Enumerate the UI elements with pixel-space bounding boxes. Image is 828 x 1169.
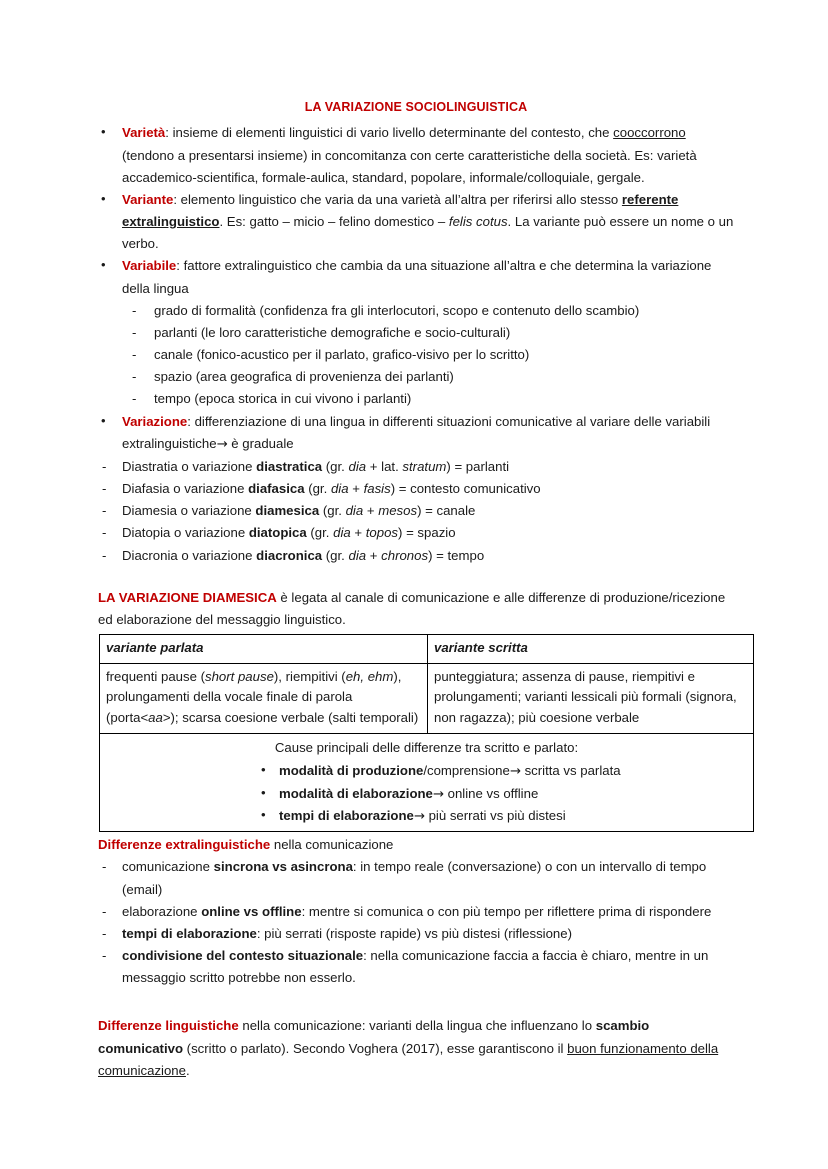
cause-list [106,760,747,827]
cause-after: più serrati vs più distesi [424,807,566,823]
type-pre: Diatopia o variazione [122,525,249,541]
list-item [261,805,747,827]
type-italic-1: dia [348,458,367,474]
cause-bold: tempi di elaborazione [279,807,414,823]
list-item: - tempo (epoca storica in cui vivono i parlanti) [129,388,734,410]
variante-table [99,634,754,832]
table-header-scritta: variante scritta [428,635,754,664]
type-paren-open: (gr. [322,547,349,563]
type-mid: + lat. [366,458,403,474]
diamesica-heading-red: LA VARIAZIONE DIAMESICA [98,589,277,605]
type-pre: Diacronia o variazione [122,547,257,563]
parlata-i3: aa [148,709,163,725]
linguistiche-paragraph [98,1015,734,1082]
type-pre: Diamesia o variazione [122,503,256,519]
parlata-i2: eh, ehm [345,668,394,684]
list-item [98,545,734,567]
table-row-header [100,635,754,664]
list-item [98,456,734,478]
type-mid: + [350,525,366,541]
page-title: LA VARIAZIONE SOCIOLINGUISTICA [304,100,528,114]
type-italic-1: dia [345,503,364,519]
item-post: : mentre si comunica o con più tempo per riflettere prima di rispondere [301,903,712,919]
item-bold: sincrona vs asincrona [213,859,353,875]
item-bold: tempi di elaborazione [122,925,257,941]
item-bold: online vs offline [201,903,302,919]
linguistiche-bold: scambio comunicativo [98,1018,650,1056]
item-post: : più serrati (risposte rapide) vs più distesi (riflessione) [256,925,572,941]
type-mid: + [348,481,364,497]
variante-text-1: : elemento linguistico che varia da una varietà all’altra per riferirsi allo stesso [173,191,622,207]
variazione-types-list [98,456,734,567]
type-italic-2: fasis [363,481,391,497]
list-item: - canale (fonico-acustico per il parlato, grafico-visivo per lo scritto) [129,344,734,366]
variabile-sublist [98,300,734,411]
type-italic-2: topos [365,525,399,541]
type-pre: Diafasia o variazione [122,481,249,497]
arrow-icon: → [216,436,228,452]
extralinguistiche-heading-red: Differenze extralinguistiche [98,837,271,853]
list-item [98,856,734,900]
cause-title: Cause principali delle differenze tra scritto e parlato: [274,739,579,755]
table-cell-parlata [100,663,428,733]
variante-bold-underlined: referente extralinguistico [122,191,679,230]
type-paren-open: (gr. [322,458,349,474]
term-variazione: Variazione [122,413,188,429]
type-italic-2: chronos [381,547,429,563]
cause-plain: /comprensione [423,763,510,779]
variazione-text: : differenziazione di una lingua in differenti situazioni comunicative al variare delle variabili extralinguistiche [122,413,711,451]
variazione-text-after: è graduale [227,435,294,451]
table-cell-cause [100,733,754,832]
extralinguistiche-list [98,856,734,989]
type-bold: diastratica [256,458,323,474]
type-italic-1: dia [330,481,349,497]
item-post: : in tempo reale (conversazione) o con un intervallo di tempo (email) [122,859,707,897]
linguistiche-t2: (scritto o parlato). Secondo Voghera (2017), esse garantiscono il [183,1040,568,1056]
type-paren-open: (gr. [319,503,346,519]
parlata-t4: >); scarsa coesione verbale (salti temporali) [162,709,419,725]
term-variante: Variante [122,191,174,207]
varieta-underlined: cooccorrono [613,125,686,141]
variazione-list [98,411,734,456]
parlata-i1: short pause [204,668,274,684]
type-paren-open: (gr. [306,525,334,541]
type-pre: Diastratia o variazione [122,458,257,474]
list-item [98,500,734,522]
type-italic-1: dia [333,525,351,541]
variante-text-3: . La variante può essere un nome o un verbo. [122,214,734,252]
variante-italic-latin: felis cotus [448,214,508,230]
linguistiche-underlined: buon funzionamento della comunicazione [98,1040,719,1078]
type-bold: diacronica [256,547,323,563]
term-variabile: Variabile [122,258,177,274]
list-item [98,923,734,945]
arrow-icon: → [432,786,444,802]
table-cell-scritta: punteggiatura; assenza di pause, riempitivi e prolungamenti; varianti lessicali più formali (signora, non ragazza); più coesione verbale [428,663,754,733]
arrow-icon: → [413,808,425,824]
type-bold: diatopica [248,525,307,541]
item-bold: condivisione del contesto situazionale [122,948,364,964]
varieta-text-1: : insieme di elementi linguistici di vario livello determinante del contesto, che [165,125,614,141]
type-mid: + [363,503,379,519]
type-bold: diafasica [248,481,305,497]
table-header-parlata: variante parlata [100,635,428,664]
spacer [98,989,734,1015]
parlata-t1: frequenti pause ( [106,668,205,684]
extralinguistiche-heading [98,834,734,856]
type-mid: + [366,547,382,563]
parlata-t2: ), riempitivi ( [273,668,346,684]
definition-variabile [98,255,734,299]
diamesica-heading-rest: è legata al canale di comunicazione e alle differenze di produzione/ricezione ed elaborazione del messaggio linguistico. [98,589,726,627]
list-item: - spazio (area geografica di provenienza dei parlanti) [129,366,734,388]
table-row-merged [100,733,754,832]
list-item [261,760,747,782]
linguistiche-heading-red: Differenze linguistiche [98,1018,239,1034]
type-paren-close: ) = parlanti [446,458,510,474]
cause-bold: modalità di elaborazione [279,785,433,801]
linguistiche-t3: . [185,1062,190,1078]
definition-variante [98,189,734,256]
list-item [98,901,734,923]
type-italic-2: stratum [402,458,447,474]
cause-after: scritta vs parlata [520,763,621,779]
type-paren-close: ) = spazio [398,525,456,541]
type-italic-1: dia [348,547,367,563]
list-item [261,783,747,805]
list-item [98,478,734,500]
arrow-icon: → [509,764,521,780]
type-bold: diamesica [255,503,320,519]
list-item [98,522,734,544]
item-pre: elaborazione [122,903,202,919]
type-paren-close: ) = tempo [428,547,485,563]
definition-variazione [98,411,734,456]
diamesica-heading [98,587,734,631]
term-varieta: Varietà [122,125,166,141]
linguistiche-t1: nella comunicazione: varianti della lingua che influenzano lo [238,1018,596,1034]
type-paren-close: ) = canale [417,503,476,519]
type-italic-2: mesos [378,503,418,519]
type-paren-open: (gr. [304,481,331,497]
parlata-t3: ), prolungamenti della vocale finale di parola (porta< [106,668,402,725]
definitions-list [98,122,734,299]
varieta-text-2: (tendono a presentarsi insieme) in concomitanza con certe caratteristiche della società. Es: varietà accademico-scientifica, formale-aulica, standard, popolare, informale/colloquiale, gergale. [122,147,697,185]
extralinguistiche-heading-rest: nella comunicazione [270,837,394,853]
list-item: - parlanti (le loro caratteristiche demografiche e socio-culturali) [129,322,734,344]
variante-text-2: . Es: gatto – micio – felino domestico – [219,214,449,230]
type-paren-close: ) = contesto comunicativo [390,481,541,497]
list-item: - grado di formalità (confidenza fra gli interlocutori, scopo e contenuto dello scambio) [129,300,734,322]
table-row [100,663,754,733]
cause-bold: modalità di produzione [279,763,424,779]
item-post: : nella comunicazione faccia a faccia è chiaro, mentre in un messaggio scritto potrebbe non esserlo. [122,948,709,986]
list-item [98,945,734,989]
item-pre: comunicazione [122,859,214,875]
variabile-text-1: : fattore extralinguistico che cambia da una situazione all’altra e che determina la variazione della lingua [122,258,712,296]
cause-after: online vs offline [443,785,539,801]
document-content [98,98,737,1082]
definition-varieta [98,122,734,189]
spacer [98,567,734,587]
